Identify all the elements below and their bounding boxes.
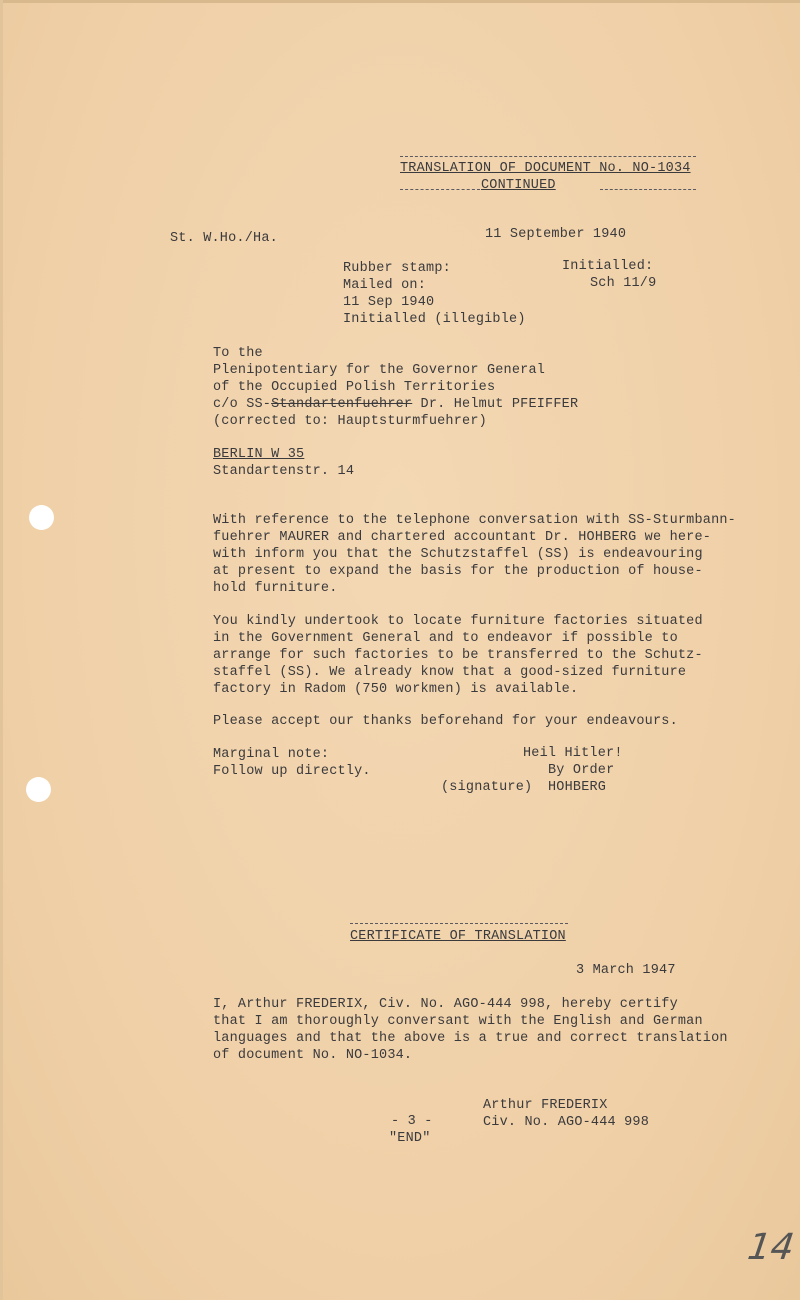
translator-name: Arthur FREDERIX [483,1098,608,1113]
page-left-edge [0,0,3,1300]
body-line: hold furniture. [213,581,338,596]
signature-label: (signature) [441,780,533,795]
letter-date: 11 September 1940 [485,227,627,242]
address-line: To the [213,346,263,361]
body-line: with inform you that the Schutzstaffel (SS) is endeavouring [213,547,703,562]
address-street: Standartenstr. 14 [213,464,355,479]
address-line: (corrected to: Hauptsturmfuehrer) [213,414,487,429]
initialled-label: Initialled: [562,259,654,274]
header-left-rule [400,189,480,190]
body-line: fuehrer MAURER and chartered accountant Dr. HOHBERG we here- [213,530,712,545]
marginal-note-label: Marginal note: [213,747,330,762]
page-top-edge [0,0,800,3]
body-line: staffel (SS). We already know that a good-sized furniture [213,665,687,680]
certificate-date: 3 March 1947 [576,963,676,978]
header-right-rule [600,189,696,190]
address-recipient: Dr. Helmut PFEIFFER [412,397,579,412]
signature-name: HOHBERG [548,780,607,795]
address-city: BERLIN W 35 [213,447,305,462]
translator-civ-number: Civ. No. AGO-444 998 [483,1115,650,1130]
body-line: You kindly undertook to locate furniture factories situated [213,614,703,629]
closing-salutation: Heil Hitler! [523,746,623,761]
initialled-value: Sch 11/9 [590,276,657,291]
body-line: factory in Radom (750 workmen) is available. [213,682,579,697]
reference-code: St. W.Ho./Ha. [170,231,278,246]
stamp-line: Rubber stamp: [343,261,451,276]
body-line: arrange for such factories to be transferred to the Schutz- [213,648,703,663]
address-line: Plenipotentiary for the Governor General [213,363,546,378]
stamp-line: 11 Sep 1940 [343,295,435,310]
document-title: TRANSLATION OF DOCUMENT No. NO-1034 [400,161,691,176]
page-number: - 3 - [391,1114,433,1129]
address-struck-rank: Standartenfuehrer [271,397,413,412]
marginal-note-text: Follow up directly. [213,764,371,779]
body-line: Please accept our thanks beforehand for your endeavours. [213,714,678,729]
end-marker: "END" [389,1131,431,1146]
certificate-line: of document No. NO-1034. [213,1048,413,1063]
punch-hole-top [29,505,54,530]
stamp-line: Mailed on: [343,278,427,293]
address-line-4 [213,396,578,413]
continued-label: CONTINUED [481,178,556,193]
certificate-title: CERTIFICATE OF TRANSLATION [350,929,566,944]
certificate-line: languages and that the above is a true and correct translation [213,1031,728,1046]
stamp-line: Initialled (illegible) [343,312,526,327]
address-line: of the Occupied Polish Territories [213,380,496,395]
handwritten-page-number: 14 [745,1227,797,1268]
certificate-line: I, Arthur FREDERIX, Civ. No. AGO-444 998, hereby certify [213,997,678,1012]
closing-by-order: By Order [548,763,615,778]
certificate-line: that I am thoroughly conversant with the English and German [213,1014,703,1029]
certificate-top-rule [350,923,568,924]
body-line: at present to expand the basis for the production of house- [213,564,703,579]
body-line: in the Government General and to endeavor if possible to [213,631,678,646]
punch-hole-bottom [26,777,51,802]
address-prefix: c/o SS- [213,397,272,412]
header-top-rule [400,156,696,157]
body-line: With reference to the telephone conversation with SS-Sturmbann- [213,513,736,528]
